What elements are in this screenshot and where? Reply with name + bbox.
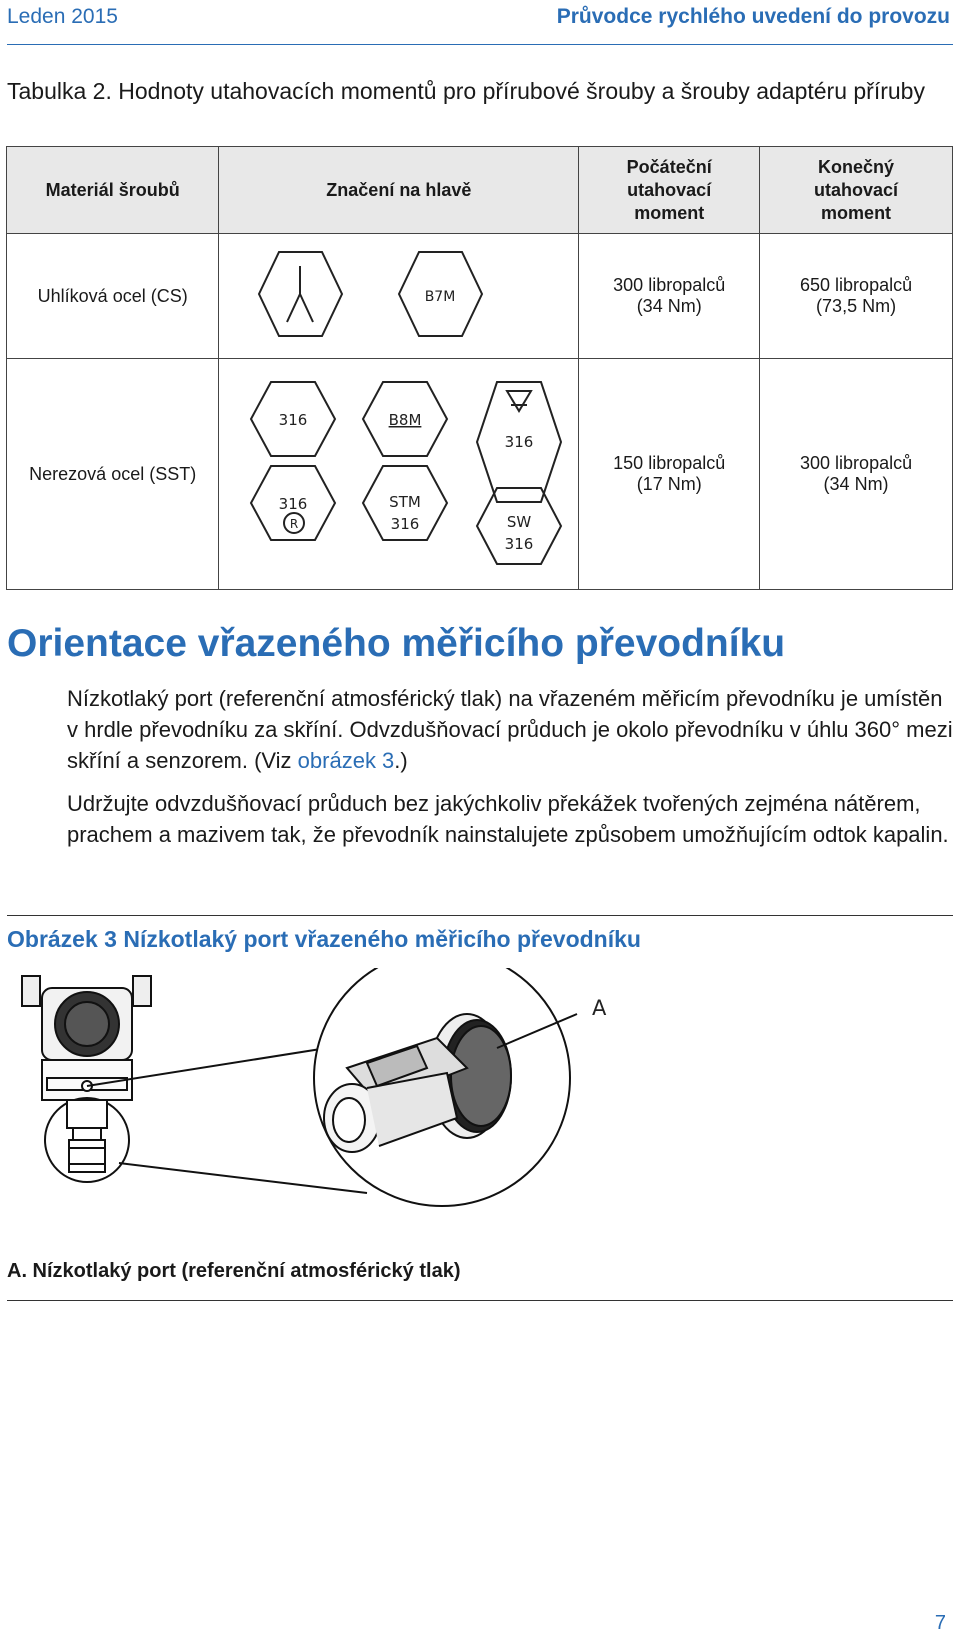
initial-torque-imperial: 300 libropalců — [613, 275, 726, 295]
column-header-final: Konečný utahovací moment — [760, 147, 953, 234]
initial-torque-imperial: 150 libropalců — [613, 453, 726, 473]
figure-title: Obrázek 3 Nízkotlaký port vřazeného měřicího převodníku — [7, 926, 641, 952]
bolt-mark-label: SW — [506, 512, 532, 531]
bolt-mark-label: 316 — [504, 432, 534, 451]
final-torque-cell — [760, 359, 953, 590]
final-torque-imperial: 650 libropalců — [800, 275, 913, 295]
bolt-mark-label: 316 — [278, 410, 308, 429]
initial-torque-cell — [579, 234, 760, 359]
final-torque-metric: (34 Nm) — [823, 474, 889, 494]
marking-cell — [219, 359, 579, 590]
bolt-mark-label: 316 — [278, 494, 308, 513]
table-header-row — [7, 147, 953, 234]
header-title: Průvodce rychlého uvedení do provozu — [556, 5, 950, 28]
initial-torque-metric: (17 Nm) — [636, 474, 702, 494]
bolt-mark-label: B8M — [388, 410, 422, 429]
table-title: Tabulka 2. Hodnoty utahovacích momentů pro přírubové šrouby a šrouby adaptéru příruby — [7, 78, 925, 104]
table-row — [7, 359, 953, 590]
triangle-mark-icon — [507, 391, 531, 411]
bolt-mark-label: B7M — [424, 288, 456, 305]
cs-head-markings — [229, 244, 569, 344]
figure-divider — [7, 915, 953, 916]
paragraph-text: Nízkotlaký port (referenční atmosférický tlak) na vřazeném měřicím převodníku je umístěn v hrdle převodníku za skříní. Odvzdušňovací průduch je okolo převodníku v úhlu 360° mezi skříní a senzorem. (Viz — [67, 686, 953, 773]
radial-lines-mark — [287, 266, 313, 322]
material-cell: Uhlíková ocel (CS) — [7, 234, 219, 359]
initial-torque-cell — [579, 359, 760, 590]
header-date: Leden 2015 — [7, 5, 118, 28]
table-row — [7, 234, 953, 359]
final-torque-cell — [760, 234, 953, 359]
figure-link[interactable]: obrázek 3 — [297, 748, 395, 773]
caption-divider — [7, 1300, 953, 1301]
column-header-initial: Počáteční utahovací moment — [579, 147, 760, 234]
callout-label: A — [592, 996, 607, 1020]
bolt-mark-label: 316 — [504, 534, 534, 553]
figure-caption: A. Nízkotlaký port (referenční atmosférický tlak) — [7, 1260, 461, 1282]
sensor-neck-icon — [67, 1100, 107, 1172]
paragraph-vent: Udržujte odvzdušňovací průduch bez jakýchkoliv překážek tvořených zejména nátěrem, prachem a mazivem tak, že převodník nainstalujete způsobem umožňujícím odtok kapalin. — [67, 791, 949, 847]
bolt-mark-label: R — [289, 516, 298, 531]
column-header-material: Materiál šroubů — [7, 147, 219, 234]
paragraph-text: .) — [394, 748, 408, 773]
initial-torque-metric: (34 Nm) — [636, 296, 702, 316]
transmitter-illustration — [7, 968, 737, 1213]
bolt-mark-label: STM — [389, 492, 421, 511]
bolt-mark-label: 316 — [390, 514, 420, 533]
column-header-marking: Značení na hlavě — [219, 147, 579, 234]
header-divider — [7, 44, 953, 45]
sst-head-markings — [229, 364, 569, 580]
page-number: 7 — [934, 1612, 946, 1634]
final-torque-imperial: 300 libropalců — [800, 453, 913, 473]
material-cell: Nerezová ocel (SST) — [7, 359, 219, 590]
section-title: Orientace vřazeného měřicího převodníku — [7, 622, 786, 665]
paragraph-orientation — [67, 683, 957, 776]
final-torque-metric: (73,5 Nm) — [816, 296, 897, 316]
torque-table — [6, 146, 953, 590]
marking-cell — [219, 234, 579, 359]
